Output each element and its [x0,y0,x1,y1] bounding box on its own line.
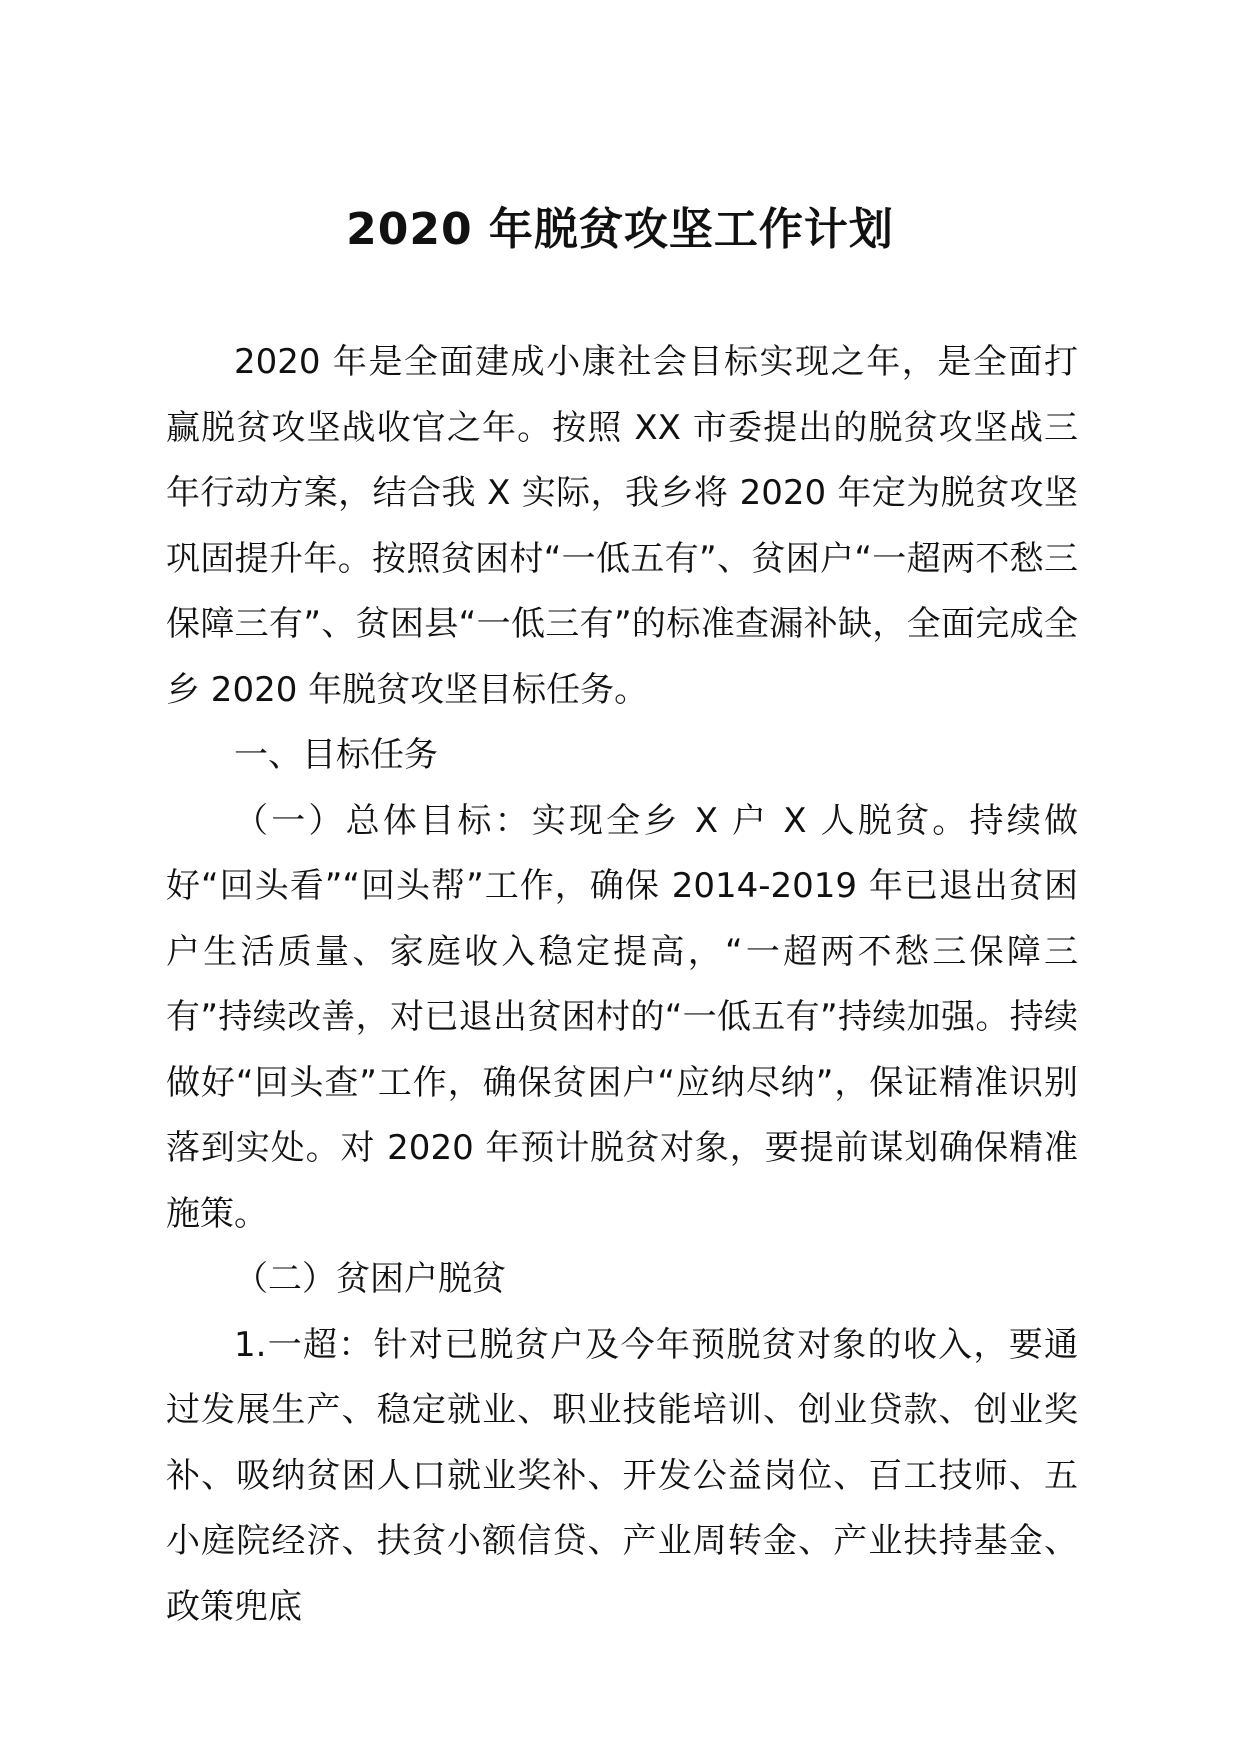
document-title: 2020 年脱贫攻坚工作计划 [346,204,894,255]
paragraph-intro: 2020 年是全面建成小康社会目标实现之年，是全面打赢脱贫攻坚战收官之年。按照 XX 市委提出的脱贫攻坚战三年行动方案，结合我 X 实际，我乡将 2020 年定为脱贫攻坚巩固提升年。按照贫困村“一低五有”、贫困户“一超两不愁三保障三有”、贫困县“一低三有”的标准查漏补缺，全面完成全乡 2020 年脱贫攻坚目标任务。 [166,342,1078,710]
paragraph-income-measures: 1.一超：针对已脱贫户及今年预脱贫对象的收入，要通过发展生产、稳定就业、职业技能培训、创业贷款、创业奖补、吸纳贫困人口就业奖补、开发公益岗位、百工技师、五小庭院经济、扶贫小额信贷、产业周转金、产业扶持基金、政策兜底 [166,1324,1078,1627]
paragraph-overall-goal: （一）总体目标：实现全乡 X 户 X 人脱贫。持续做好“回头看”“回头帮”工作，确保 2014-2019 年已退出贫困户生活质量、家庭收入稳定提高，“一超两不愁三保障三有”持续改善，对已退出贫困村的“一低五有”持续加强。持续做好“回头查”工作，确保贫困户“应纳尽纳”，保证精准识别落到实处。对 2020 年预计脱贫对象，要提前谋划确保精准施策。 [166,800,1078,1234]
heading-household-poverty-exit: （二）贫困户脱贫 [234,1259,506,1299]
document-body [166,330,1078,1640]
heading-goals-tasks: 一、目标任务 [234,735,438,775]
